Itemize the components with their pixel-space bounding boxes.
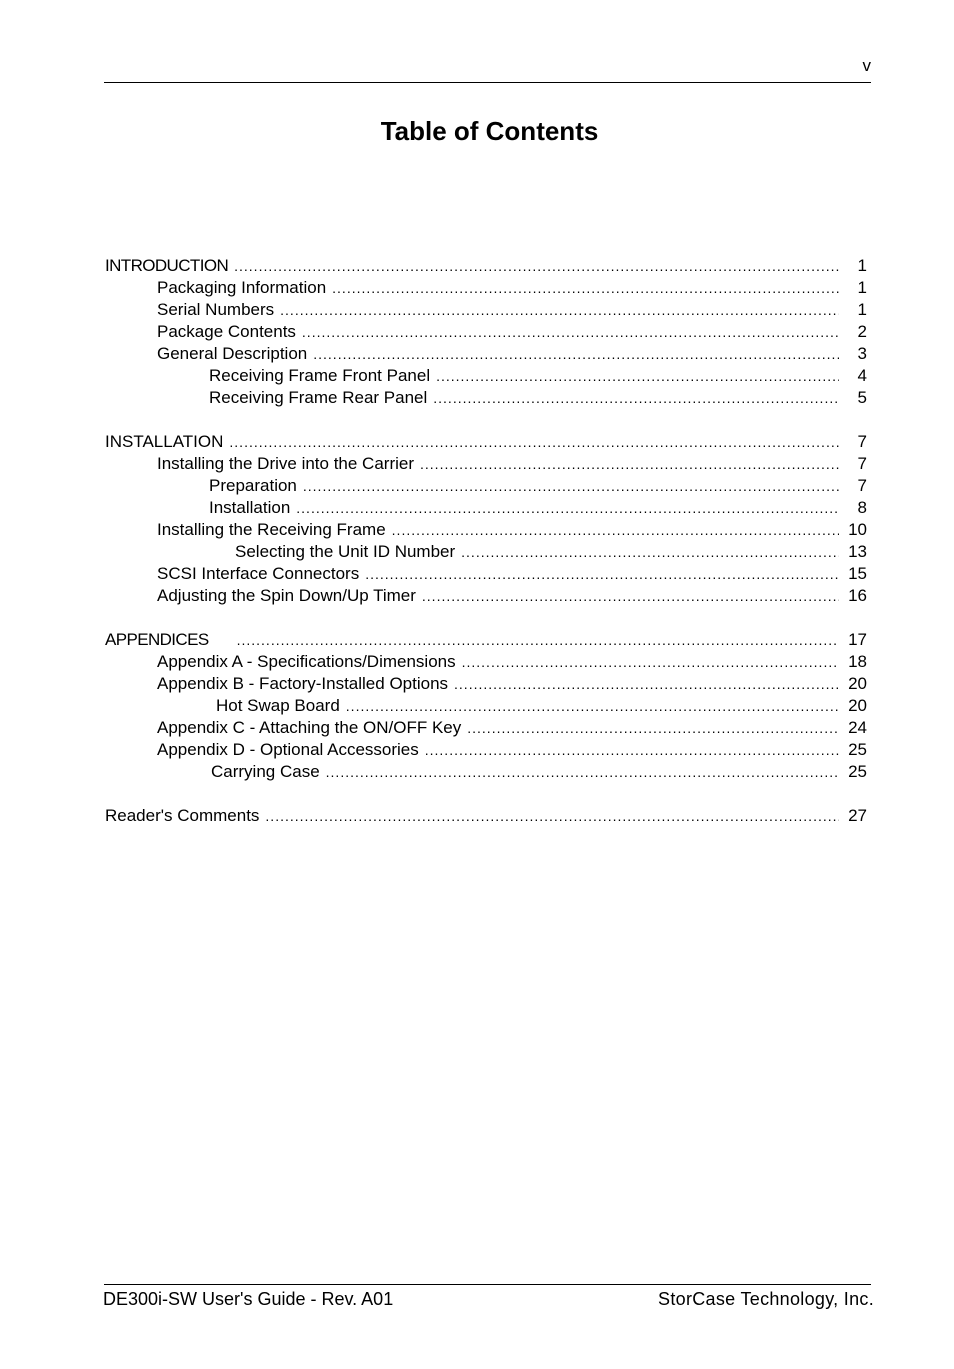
dot-leader [420, 453, 839, 475]
toc-entry-label: Receiving Frame Front Panel [209, 366, 431, 385]
toc-entry-page: 25 [848, 740, 867, 759]
dot-leader [229, 431, 839, 453]
toc-entry-label: Installing the Receiving Frame [157, 520, 386, 539]
dot-leader [265, 805, 839, 827]
toc-entry-page: 1 [857, 300, 867, 319]
toc-entry-appendix-d[interactable] [105, 739, 867, 761]
toc-entry-label: Appendix A - Specifications/Dimensions [157, 652, 456, 671]
dot-leader [462, 651, 839, 673]
dot-leader [313, 343, 839, 365]
toc-entry-page: 1 [857, 256, 867, 275]
page-number: v [862, 56, 871, 75]
toc-entry-page: 17 [848, 630, 867, 649]
toc-entry-page: 7 [857, 432, 867, 451]
toc-entry-adjusting-spin-timer[interactable] [105, 585, 867, 607]
dot-leader [326, 761, 839, 783]
toc-entry-page: 1 [857, 278, 867, 297]
toc-entry-label: APPENDICES [105, 630, 209, 649]
toc-entry-label: Preparation [209, 476, 297, 495]
toc-entry-appendix-c[interactable] [105, 717, 867, 739]
dot-leader [296, 497, 839, 519]
toc-entry-readers-comments[interactable] [105, 805, 867, 827]
toc-entry-label: Package Contents [157, 322, 296, 341]
toc-entry-page: 2 [857, 322, 867, 341]
dot-leader [467, 717, 839, 739]
toc-entry-label: Serial Numbers [157, 300, 275, 319]
toc-entry-page: 16 [848, 586, 867, 605]
toc-entry-page: 7 [857, 476, 867, 495]
toc-entry-page: 3 [857, 344, 867, 363]
dot-leader [436, 365, 839, 387]
dot-leader [237, 629, 839, 651]
toc-entry-carrying-case[interactable] [105, 761, 867, 783]
toc-entry-page: 13 [848, 542, 867, 561]
toc-entry-general-description[interactable] [105, 343, 867, 365]
dot-leader [454, 673, 839, 695]
toc-entry-page: 18 [848, 652, 867, 671]
toc-entry-scsi-interface-connectors[interactable] [105, 563, 867, 585]
toc-entry-page: 24 [848, 718, 867, 737]
toc-entry-packaging-information[interactable] [105, 277, 867, 299]
toc-entry-appendix-b[interactable] [105, 673, 867, 695]
toc-entry-label: General Description [157, 344, 308, 363]
toc-entry-page: 25 [848, 762, 867, 781]
dot-leader [234, 255, 839, 277]
toc-entry-label: Reader's Comments [105, 806, 260, 825]
toc-entry-label: Selecting the Unit ID Number [235, 542, 456, 561]
toc-entry-installing-receiving-frame[interactable] [105, 519, 867, 541]
toc-entry-page: 15 [848, 564, 867, 583]
toc-entry-label: SCSI Interface Connectors [157, 564, 360, 583]
page-title: Table of Contents [380, 116, 599, 146]
dot-leader [303, 475, 839, 497]
dot-leader [392, 519, 839, 541]
toc-entry-hot-swap-board[interactable] [105, 695, 867, 717]
toc-entry-receiving-frame-front-panel[interactable] [105, 365, 867, 387]
toc-entry-page: 4 [857, 366, 867, 385]
toc-entry-label: INTRODUCTION [105, 256, 229, 275]
toc-entry-page: 20 [848, 696, 867, 715]
toc-entry-label: Installing the Drive into the Carrier [157, 454, 415, 473]
footer-company-name: StorCase Technology, Inc. [658, 1289, 874, 1309]
toc-entry-label: Receiving Frame Rear Panel [209, 388, 428, 407]
dot-leader [461, 541, 839, 563]
toc-entry-appendix-a[interactable] [105, 651, 867, 673]
header-rule [104, 82, 871, 83]
toc-entry-preparation[interactable] [105, 475, 867, 497]
toc-entry-label: Carrying Case [211, 762, 320, 781]
toc-entry-installation[interactable] [105, 497, 867, 519]
table-of-contents [105, 255, 867, 827]
toc-entry-label: Packaging Information [157, 278, 327, 297]
dot-leader [433, 387, 839, 409]
footer-rule [104, 1284, 871, 1285]
toc-entry-serial-numbers[interactable] [105, 299, 867, 321]
toc-entry-label: Installation [209, 498, 291, 517]
toc-entry-label: Hot Swap Board [216, 696, 340, 715]
toc-entry-selecting-unit-id[interactable] [105, 541, 867, 563]
toc-entry-page: 20 [848, 674, 867, 693]
toc-entry-page: 7 [857, 454, 867, 473]
toc-entry-page: 8 [857, 498, 867, 517]
dot-leader [346, 695, 839, 717]
toc-entry-package-contents[interactable] [105, 321, 867, 343]
toc-entry-label: INSTALLATION [105, 432, 224, 451]
toc-entry-page: 27 [848, 806, 867, 825]
dot-leader [302, 321, 839, 343]
toc-entry-label: Adjusting the Spin Down/Up Timer [157, 586, 416, 605]
toc-entry-appendices[interactable] [105, 629, 867, 651]
toc-entry-label: Appendix D - Optional Accessories [157, 740, 419, 759]
dot-leader [332, 277, 839, 299]
toc-entry-label: Appendix C - Attaching the ON/OFF Key [157, 718, 462, 737]
toc-entry-page: 10 [848, 520, 867, 539]
dot-leader [365, 563, 839, 585]
toc-entry-installation-section[interactable] [105, 431, 867, 453]
dot-leader [425, 739, 839, 761]
toc-entry-receiving-frame-rear-panel[interactable] [105, 387, 867, 409]
toc-entry-page: 5 [857, 388, 867, 407]
dot-leader [280, 299, 839, 321]
toc-entry-introduction[interactable] [105, 255, 867, 277]
toc-entry-label: Appendix B - Factory-Installed Options [157, 674, 449, 693]
toc-entry-installing-drive-into-carrier[interactable] [105, 453, 867, 475]
footer-document-title: DE300i-SW User's Guide - Rev. A01 [103, 1289, 394, 1309]
dot-leader [422, 585, 839, 607]
